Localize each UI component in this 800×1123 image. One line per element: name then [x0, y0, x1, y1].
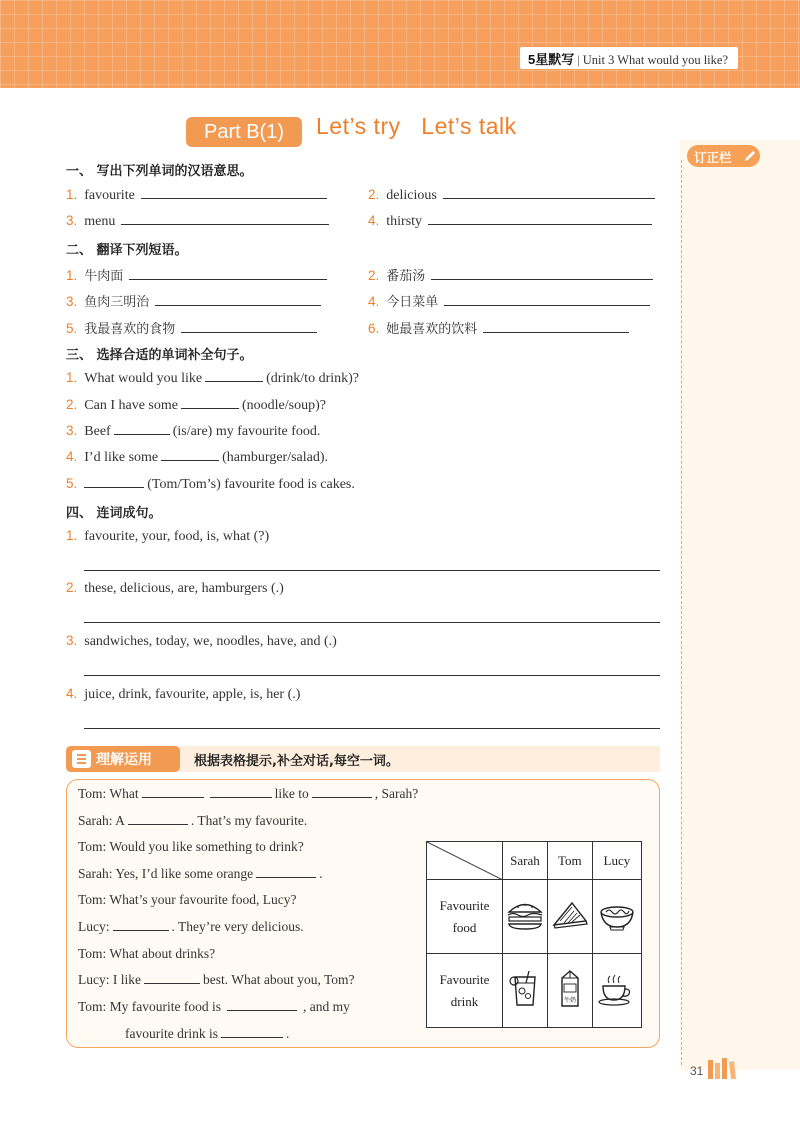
- answer-blank[interactable]: [483, 321, 629, 333]
- correction-tag-label: 订正栏: [694, 150, 732, 165]
- hamburger-icon: [505, 899, 545, 931]
- answer-line[interactable]: [84, 570, 660, 571]
- s1-item-4: 4. thirsty: [368, 213, 652, 230]
- s1-item-1: 1. favourite: [66, 187, 327, 204]
- dialogue-line-2: Sarah: A . That’s my favourite.: [78, 813, 308, 828]
- section-2-heading: 二、 翻译下列短语。: [66, 243, 188, 258]
- answer-blank[interactable]: [181, 321, 317, 333]
- cell-tom-drink: [547, 954, 592, 1028]
- cell-tom-food: [547, 880, 592, 954]
- answer-line[interactable]: [84, 675, 660, 676]
- s3-item-1: 1. What would you like (drink/to drink)?: [66, 370, 359, 386]
- correction-divider: [681, 160, 682, 1065]
- row-label-drink: Favourite drink: [427, 954, 503, 1028]
- dialogue-line-7: Tom: What about drinks?: [78, 946, 216, 961]
- dialogue-line-8: Lucy: I like best. What about you, Tom?: [78, 972, 355, 987]
- tea-icon: [595, 972, 639, 1006]
- answer-blank[interactable]: [84, 476, 144, 488]
- dialogue-line-5: Tom: What’s your favourite food, Lucy?: [78, 892, 297, 907]
- answer-blank[interactable]: [129, 268, 327, 280]
- s2-item-5: 5. 我最喜欢的食物: [66, 318, 317, 337]
- answer-blank[interactable]: [114, 423, 170, 435]
- unit-title: Unit 3 What would you like?: [582, 53, 728, 67]
- correction-column: [680, 140, 800, 1070]
- answer-blank[interactable]: [144, 973, 200, 984]
- answer-blank[interactable]: [142, 787, 204, 798]
- dialogue-line-9: Tom: My favourite food is , and my: [78, 999, 350, 1014]
- page-number: 31: [690, 1064, 704, 1078]
- s2-item-2: 2. 番茄汤: [368, 265, 653, 284]
- table-corner: [427, 842, 503, 880]
- lesson-title: Let’s try Let’s talk: [316, 113, 517, 139]
- noodles-icon: [597, 899, 637, 931]
- notepad-icon: [72, 750, 91, 768]
- correction-tag: [687, 145, 760, 167]
- s3-item-2: 2. Can I have some (noodle/soup)?: [66, 397, 326, 413]
- cell-lucy-drink: [592, 954, 641, 1028]
- cell-sarah-drink: [503, 954, 548, 1028]
- juice-icon: [505, 969, 545, 1009]
- dialogue-line-4: Sarah: Yes, I’d like some orange .: [78, 866, 323, 881]
- answer-blank[interactable]: [444, 294, 650, 306]
- part-badge: Part B(1): [186, 117, 302, 147]
- answer-blank[interactable]: [256, 867, 316, 878]
- answer-blank[interactable]: [428, 213, 652, 225]
- dialogue-line-1: Tom: What like to , Sarah?: [78, 786, 419, 801]
- cell-sarah-food: [503, 880, 548, 954]
- pencil-icon: [743, 150, 757, 163]
- s3-item-5: 5. (Tom/Tom’s) favourite food is cakes.: [66, 476, 355, 492]
- sandwich-icon: [550, 899, 590, 931]
- section-1-heading: 一、 写出下列单词的汉语意思。: [66, 164, 253, 179]
- answer-blank[interactable]: [128, 814, 188, 825]
- s2-item-3: 3. 鱼肉三明治: [66, 291, 321, 310]
- dialogue-line-10: favourite drink is .: [125, 1026, 290, 1041]
- row-label-food: Favourite food: [427, 880, 503, 954]
- series-name: 5星默写: [528, 52, 575, 67]
- s4-item-1: 1. favourite, your, food, is, what (?): [66, 528, 270, 544]
- s2-item-4: 4. 今日菜单: [368, 291, 650, 310]
- header-band: [0, 0, 800, 88]
- answer-blank[interactable]: [227, 1000, 297, 1011]
- s2-item-1: 1. 牛肉面: [66, 265, 327, 284]
- favourites-table: [426, 841, 642, 1028]
- section-4-heading: 四、 连词成句。: [66, 506, 162, 521]
- header-label: 5星默写 | Unit 3 What would you like?: [520, 47, 738, 69]
- answer-line[interactable]: [84, 728, 660, 729]
- answer-blank[interactable]: [155, 294, 321, 306]
- answer-blank[interactable]: [205, 370, 263, 382]
- answer-blank[interactable]: [121, 213, 329, 225]
- svg-text:牛奶: 牛奶: [563, 996, 576, 1004]
- s4-item-4: 4. juice, drink, favourite, apple, is, her (.): [66, 686, 301, 702]
- s1-item-3: 3. menu: [66, 213, 329, 230]
- cell-lucy-food: [592, 880, 641, 954]
- column-header: Sarah: [503, 842, 548, 880]
- dialogue-line-6: Lucy: . They’re very delicious.: [78, 919, 304, 934]
- comprehension-badge: 理解运用: [66, 746, 180, 772]
- comprehension-instruction: 根据表格提示,补全对话,每空一词。: [194, 754, 399, 769]
- answer-blank[interactable]: [181, 397, 239, 409]
- s2-item-6: 6. 她最喜欢的饮料: [368, 318, 629, 337]
- milk-icon: [550, 968, 590, 1010]
- s1-item-2: 2. delicious: [368, 187, 655, 204]
- s4-item-3: 3. sandwiches, today, we, noodles, have, and (.): [66, 633, 337, 649]
- section-3-heading: 三、 选择合适的单词补全句子。: [66, 348, 253, 363]
- answer-blank[interactable]: [113, 920, 169, 931]
- s4-item-2: 2. these, delicious, are, hamburgers (.): [66, 580, 284, 596]
- dialogue-line-3: Tom: Would you like something to drink?: [78, 839, 304, 854]
- s3-item-4: 4. I’d like some (hamburger/salad).: [66, 449, 329, 465]
- answer-blank[interactable]: [161, 449, 219, 461]
- s3-item-3: 3. Beef (is/are) my favourite food.: [66, 423, 321, 439]
- answer-blank[interactable]: [210, 787, 272, 798]
- answer-blank[interactable]: [221, 1027, 283, 1038]
- answer-blank[interactable]: [312, 787, 372, 798]
- books-icon: [707, 1058, 737, 1080]
- answer-line[interactable]: [84, 622, 660, 623]
- column-header: Tom: [547, 842, 592, 880]
- answer-blank[interactable]: [443, 187, 655, 199]
- answer-blank[interactable]: [431, 268, 653, 280]
- column-header: Lucy: [592, 842, 641, 880]
- answer-blank[interactable]: [141, 187, 327, 199]
